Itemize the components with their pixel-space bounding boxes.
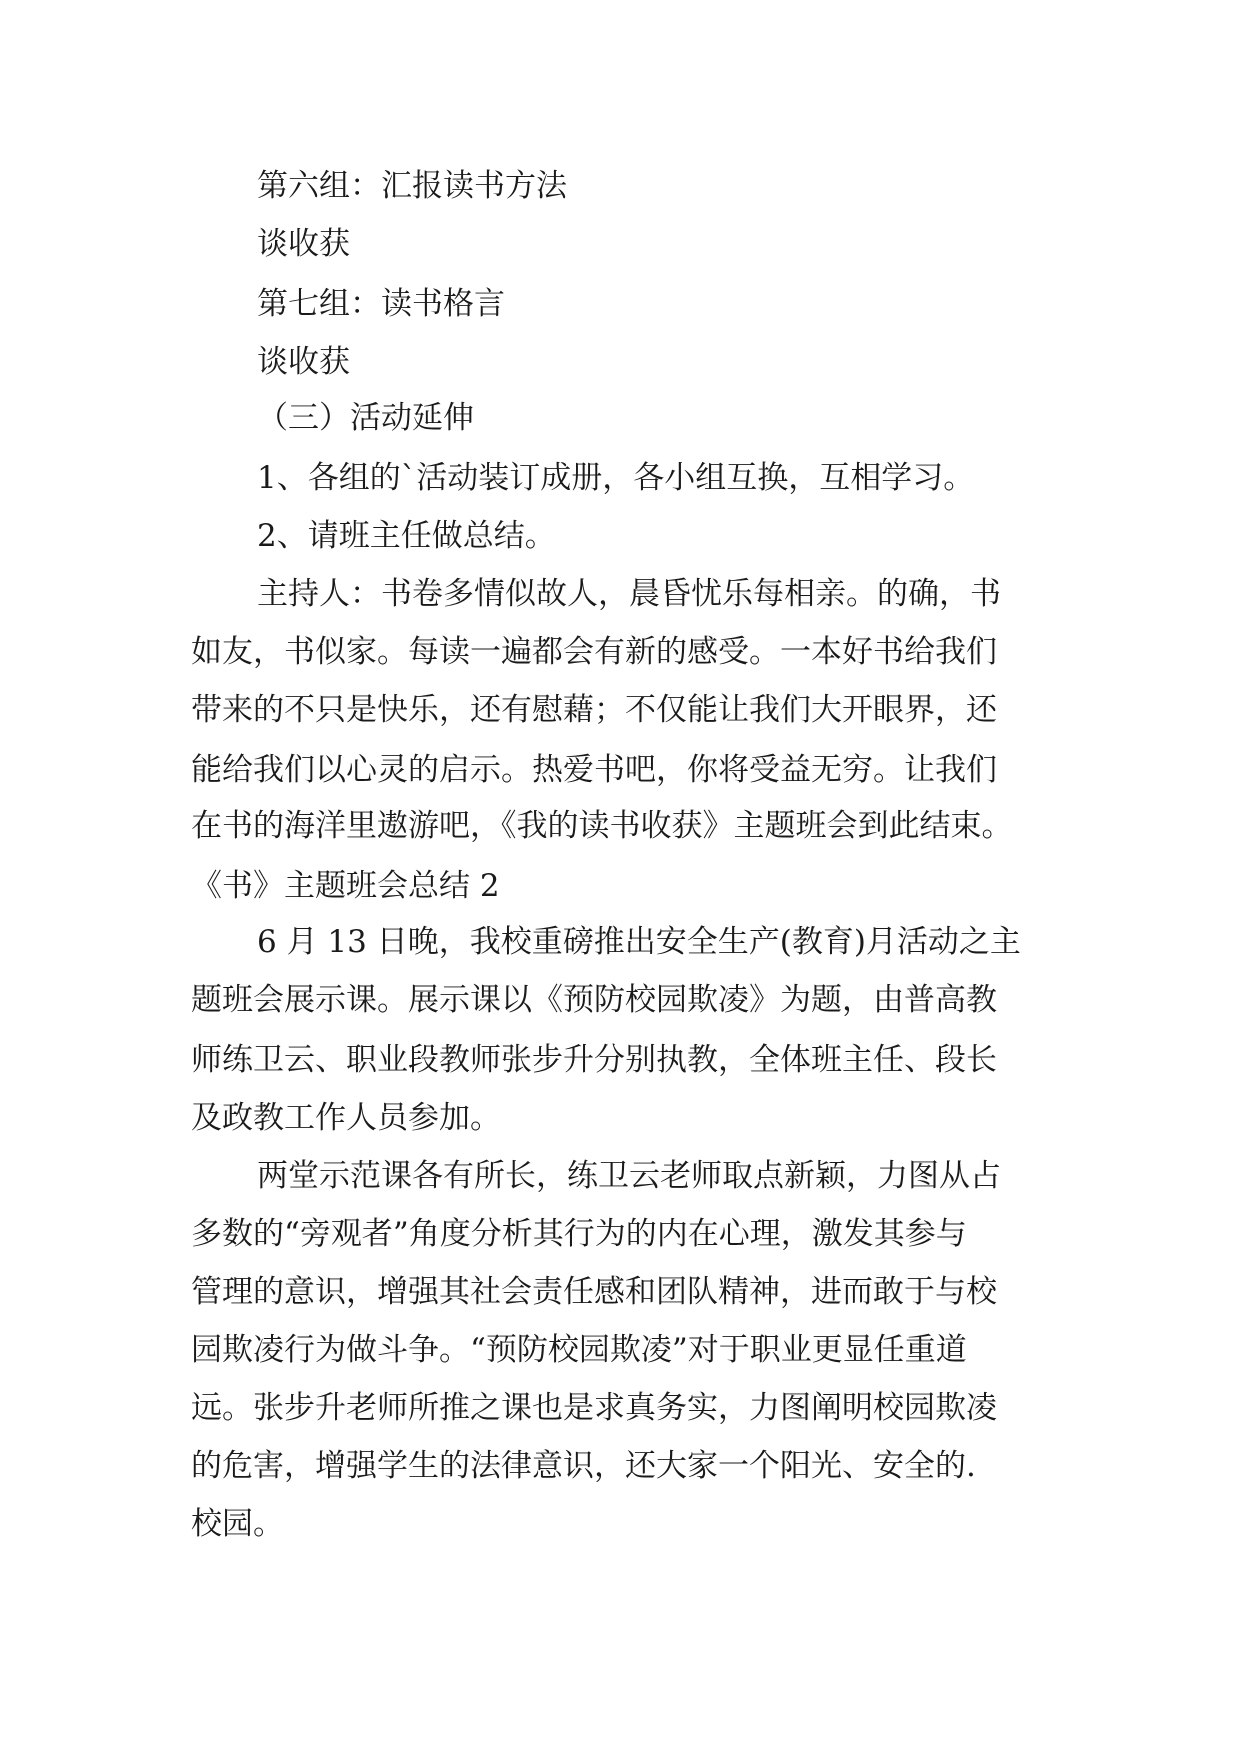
paragraph-review-line-7: 校园。 — [191, 1506, 284, 1542]
paragraph-host-line-1: 主持人：书卷多情似故人，晨昏忧乐每相亲。的确，书 — [257, 576, 1001, 612]
line-group-seven: 第七组：读书格言 — [257, 286, 505, 322]
paragraph-event-line-1: 6 月 13 日晚，我校重磅推出安全生产(教育)月活动之主 — [257, 924, 1021, 960]
paragraph-event-line-2: 题班会展示课。展示课以《预防校园欺凌》为题，由普高教 — [191, 982, 997, 1018]
list-item-1: 1、各组的`活动装订成册，各小组互换，互相学习。 — [257, 460, 975, 496]
paragraph-review-line-2: 多数的“旁观者”角度分析其行为的内在心理，激发其参与 — [191, 1216, 967, 1252]
paragraph-host-line-2: 如友，书似家。每读一遍都会有新的感受。一本好书给我们 — [191, 634, 997, 670]
paragraph-review-line-3: 管理的意识，增强其社会责任感和团队精神，进而敢于与校 — [191, 1274, 997, 1310]
section-title-summary-2: 《书》主题班会总结 2 — [191, 868, 500, 904]
paragraph-event-line-4: 及政教工作人员参加。 — [191, 1100, 501, 1136]
section-heading-extension: （三）活动延伸 — [257, 400, 474, 436]
paragraph-event-line-3: 师练卫云、职业段教师张步升分别执教，全体班主任、段长 — [191, 1042, 997, 1078]
paragraph-host-line-4: 能给我们以心灵的启示。热爱书吧，你将受益无穷。让我们 — [191, 752, 997, 788]
line-group-six: 第六组：汇报读书方法 — [257, 168, 567, 204]
paragraph-review-line-5: 远。张步升老师所推之课也是求真务实，力图阐明校园欺凌 — [191, 1390, 997, 1426]
paragraph-host-line-5: 在书的海洋里遨游吧，《我的读书收获》主题班会到此结束。 — [191, 808, 1013, 844]
paragraph-review-line-1: 两堂示范课各有所长，练卫云老师取点新颖，力图从占 — [257, 1158, 1001, 1194]
paragraph-review-line-6: 的危害，增强学生的法律意识，还大家一个阳光、安全的. — [191, 1448, 976, 1484]
list-item-2: 2、请班主任做总结。 — [257, 518, 556, 554]
line-harvest-1: 谈收获 — [257, 226, 350, 262]
line-harvest-2: 谈收获 — [257, 344, 350, 380]
paragraph-host-line-3: 带来的不只是快乐，还有慰藉；不仅能让我们大开眼界，还 — [191, 692, 997, 728]
paragraph-review-line-4: 园欺凌行为做斗争。“预防校园欺凌”对于职业更显任重道 — [191, 1332, 967, 1368]
